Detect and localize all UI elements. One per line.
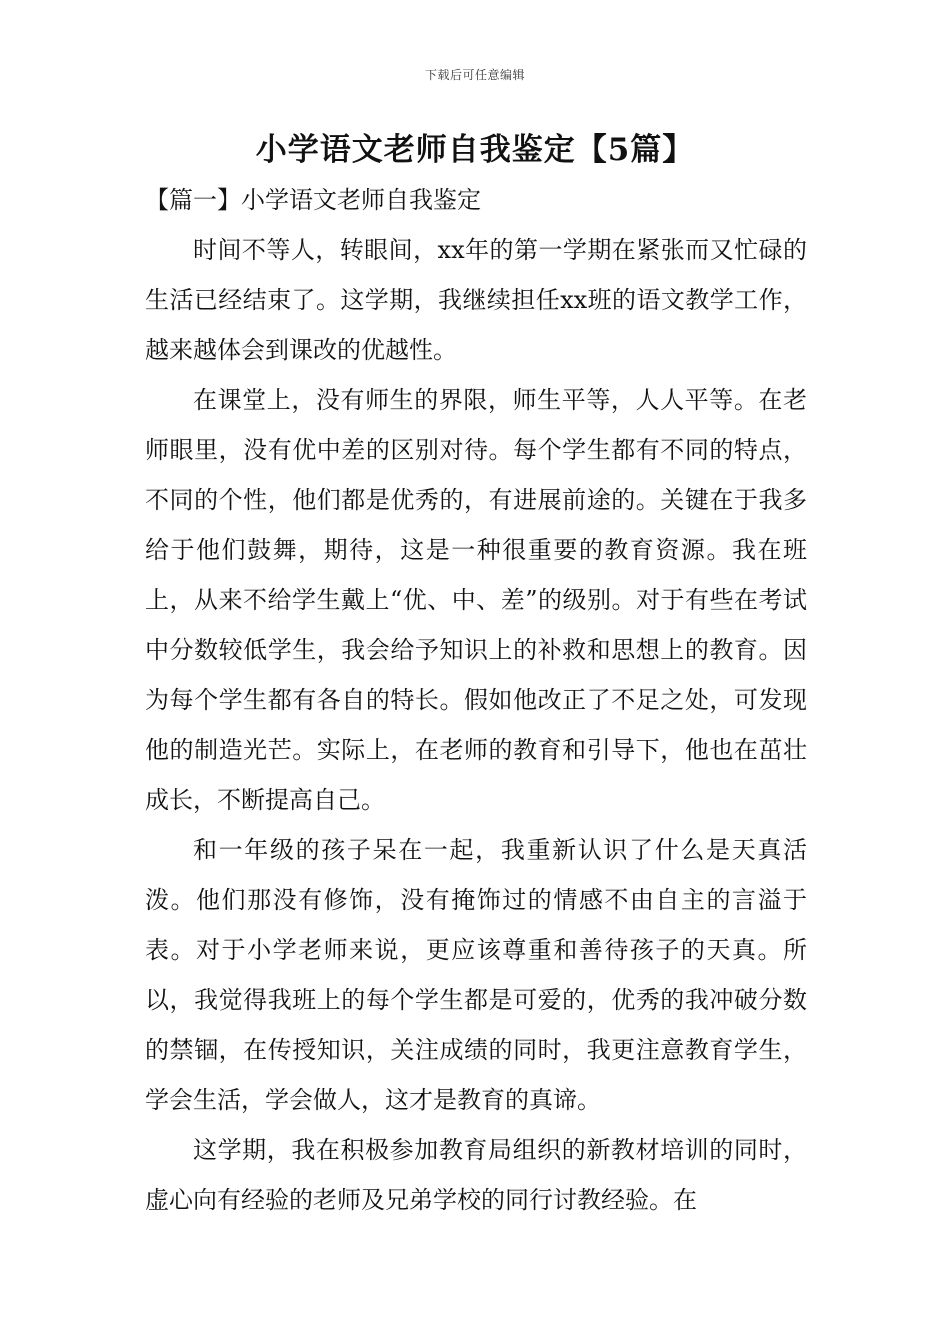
section-heading: 【篇一】小学语文老师自我鉴定 — [145, 186, 481, 214]
paragraph-4: 这学期，我在积极参加教育局组织的新教材培训的同时，虚心向有经验的老师及兄弟学校的同行讨教经验。在 — [145, 1136, 807, 1214]
header-note: 下载后可任意编辑 — [424, 68, 525, 82]
paragraph-1: 时间不等人，转眼间，xx年的第一学期在紧张而又忙碌的生活已经结束了。这学期，我继续担任xx班的语文教学工作，越来越体会到课改的优越性。 — [145, 236, 807, 364]
document-title: 小学语文老师自我鉴定【5篇】 — [255, 132, 695, 168]
body-text — [145, 225, 807, 1225]
paragraph-3: 和一年级的孩子呆在一起，我重新认识了什么是天真活泼。他们那没有修饰，没有掩饰过的情感不由自主的言溢于表。对于小学老师来说，更应该尊重和善待孩子的天真。所以，我觉得我班上的每个学生都是可爱的，优秀的我冲破分数的禁锢，在传授知识，关注成绩的同时，我更注意教育学生，学会生活，学会做人，这才是教育的真谛。 — [145, 836, 807, 1114]
paragraph-2: 在课堂上，没有师生的界限，师生平等，人人平等。在老师眼里，没有优中差的区别对待。每个学生都有不同的特点，不同的个性，他们都是优秀的，有进展前途的。关键在于我多给于他们鼓舞，期待，这是一种很重要的教育资源。我在班上，从来不给学生戴上“优、中、差”的级别。对于有些在考试中分数较低学生，我会给予知识上的补救和思想上的教育。因为每个学生都有各自的特长。假如他改正了不足之处，可发现他的制造光芒。实际上，在老师的教育和引导下，他也在茁壮成长，不断提高自己。 — [145, 386, 807, 814]
